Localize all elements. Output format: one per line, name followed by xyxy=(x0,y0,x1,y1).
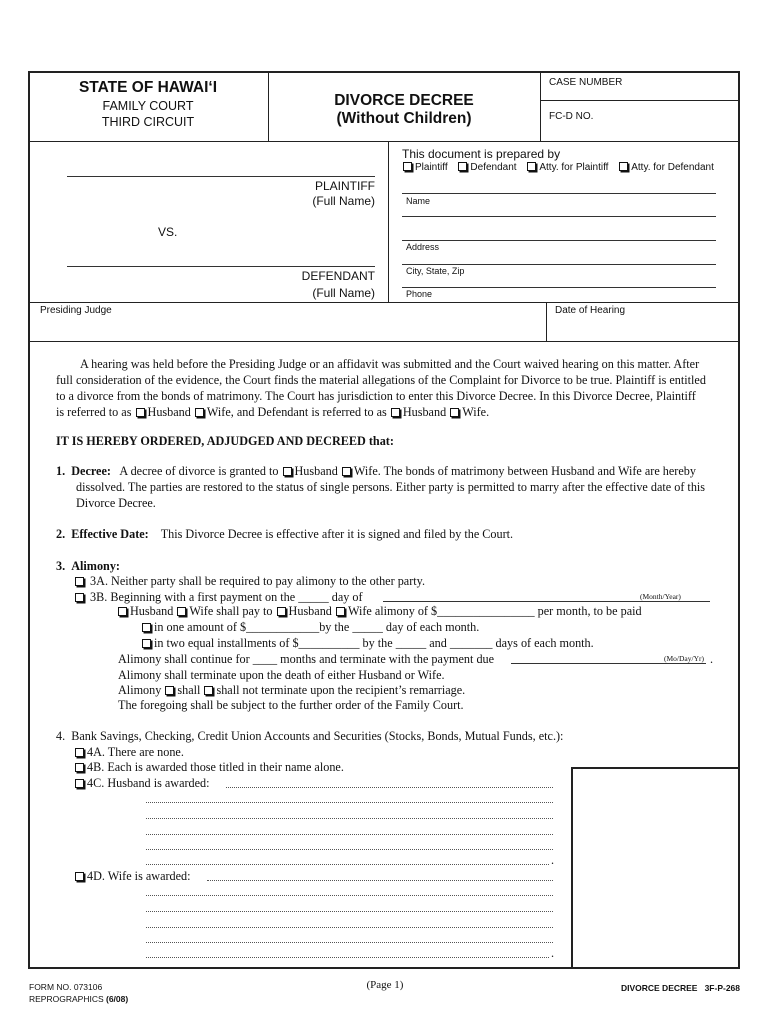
reprographics-date: (6/08) xyxy=(106,994,129,1004)
checkbox-two-installments[interactable] xyxy=(142,639,151,648)
address-label: Address xyxy=(406,242,440,252)
date-of-hearing-label: Date of Hearing xyxy=(555,305,626,316)
option-atty-plaintiff: Atty. for Plaintiff xyxy=(539,162,609,173)
bank-heading xyxy=(56,728,563,744)
bank-4a-text: 4A. There are none. xyxy=(87,745,184,759)
preparer-name-line[interactable] xyxy=(402,193,716,194)
wife-award-line-4[interactable] xyxy=(146,927,553,928)
checkbox-atty-defendant[interactable] xyxy=(619,162,628,171)
wife-award-line-5[interactable] xyxy=(146,942,553,943)
decree-text-b: Wife. The bonds of matrimony between Husband and Wife are hereby xyxy=(353,464,696,478)
bank-4b xyxy=(74,759,344,775)
defendant-label: DEFENDANT xyxy=(301,269,375,283)
signature-box xyxy=(571,767,740,969)
checkbox-4d[interactable] xyxy=(75,872,84,881)
decree-husband-label: Husband xyxy=(294,464,338,478)
intro-line-3: to a divorce from the bonds of matrimony. The Court has jurisdiction to enter this Divorce Decree. In this Divorce Decree, Plaintiff xyxy=(56,389,696,403)
page-number: (Page 1) xyxy=(366,979,404,991)
prepared-by-title: This document is prepared by xyxy=(402,147,561,161)
first-payment-month-line[interactable] xyxy=(383,601,710,602)
checkbox-payer-wife[interactable] xyxy=(177,607,186,616)
plaintiff-wife-label: Wife xyxy=(206,405,231,419)
alimony-continue: Alimony shall continue for ____ months and terminate with the payment due xyxy=(118,652,495,666)
phone-label: Phone xyxy=(406,289,433,299)
presiding-judge-label: Presiding Judge xyxy=(40,305,112,316)
husband-award-line-5[interactable] xyxy=(146,849,553,850)
checkbox-4a[interactable] xyxy=(75,748,84,757)
effective-section xyxy=(56,526,513,542)
one-amount-text: in one amount of $____________by the _____ day of each month. xyxy=(154,620,480,634)
bank-4d-text: 4D. Wife is awarded: xyxy=(87,869,191,883)
checkbox-defendant-husband[interactable] xyxy=(391,408,400,417)
alimony-3a-text: 3A. Neither party shall be required to pay alimony to the other party. xyxy=(90,574,425,588)
alimony-3b-text: 3B. Beginning with a first payment on the _____ day of xyxy=(90,590,363,604)
checkbox-3b[interactable] xyxy=(75,593,84,602)
bank-number: 4. xyxy=(56,729,66,743)
payer-wife-label: Wife shall pay to xyxy=(189,604,273,618)
defendant-husband-label: Husband xyxy=(402,405,447,419)
checkbox-payer-husband[interactable] xyxy=(118,607,127,616)
decree-line-2: dissolved. The parties are restored to the status of single persons. Either party is permitted to marry after the effective date of this xyxy=(76,480,706,494)
defendant-name-line[interactable] xyxy=(67,266,375,267)
ordered-heading: IT IS HEREBY ORDERED, ADJUDGED AND DECREED that: xyxy=(56,434,394,448)
court-name: FAMILY COURT xyxy=(102,99,194,113)
checkbox-3a[interactable] xyxy=(75,577,84,586)
effective-text: This Divorce Decree is effective after it is signed and filed by the Court. xyxy=(160,527,514,541)
husband-award-line-3[interactable] xyxy=(146,818,553,819)
preparer-phone-line[interactable] xyxy=(402,287,716,288)
divider-header-left xyxy=(268,71,269,141)
decree-label: Decree: xyxy=(71,464,111,478)
alimony-number: 3. xyxy=(56,559,66,573)
defendant-wife-label: Wife. xyxy=(462,405,490,419)
checkbox-4b[interactable] xyxy=(75,763,84,772)
wife-award-line-6[interactable] xyxy=(146,957,549,958)
defendant-sublabel: (Full Name) xyxy=(312,286,375,300)
remarriage-alimony-label: Alimony xyxy=(118,683,162,697)
bank-4c-text: 4C. Husband is awarded: xyxy=(87,776,210,790)
intro-line-2: full consideration of the evidence, the Court finds the material allegations of the Complaint for Divorce to be true. Plaintiff is entitled xyxy=(56,373,706,387)
intro-line-4 xyxy=(56,404,726,420)
alimony-foregoing: The foregoing shall be subject to the further order of the Family Court. xyxy=(118,698,464,712)
divider-judge-bottom xyxy=(28,341,740,342)
final-payment-date-line[interactable] xyxy=(511,663,706,664)
checkbox-4c[interactable] xyxy=(75,779,84,788)
city-label: City, State, Zip xyxy=(406,266,465,276)
intro-defendant-text: , and Defendant is referred to as xyxy=(230,405,387,419)
plaintiff-sublabel: (Full Name) xyxy=(312,194,375,208)
wife-award-line-1[interactable] xyxy=(207,880,553,881)
state-title: STATE OF HAWAI‘I xyxy=(78,79,218,96)
prepared-by-options xyxy=(402,162,714,173)
reprographics-text: REPROGRAPHICS xyxy=(29,994,104,1004)
fcd-number-label: FC-D NO. xyxy=(549,111,594,122)
divider-header-right xyxy=(540,71,541,141)
husband-award-line-1[interactable] xyxy=(226,787,553,788)
checkbox-decree-husband[interactable] xyxy=(283,467,292,476)
divider-parties xyxy=(388,141,389,302)
payer-husband-label: Husband xyxy=(130,604,174,618)
alimony-two-installments xyxy=(141,635,594,651)
option-defendant: Defendant xyxy=(470,162,517,173)
plaintiff-husband-label: Husband xyxy=(147,405,191,419)
decree-section xyxy=(56,463,726,511)
husband-award-period: . xyxy=(551,853,555,867)
checkbox-plaintiff[interactable] xyxy=(403,162,412,171)
plaintiff-name-line[interactable] xyxy=(67,176,375,177)
mo-day-yr-hint: (Mo/Day/Yr) xyxy=(664,654,704,663)
bank-4c xyxy=(74,775,210,791)
checkbox-plaintiff-wife[interactable] xyxy=(195,408,204,417)
remarriage-shall-label: shall xyxy=(177,683,201,697)
bank-text: Bank Savings, Checking, Credit Union Accounts and Securities (Stocks, Bonds, Mutual Funds, etc.): xyxy=(71,729,564,743)
alimony-terminate: Alimony shall terminate upon the death of either Husband or Wife. xyxy=(118,668,445,682)
decree-number: 1. xyxy=(56,464,66,478)
checkbox-defendant[interactable] xyxy=(458,162,467,171)
alimony-continue-period: . xyxy=(710,652,714,666)
checkbox-shall-not[interactable] xyxy=(204,686,213,695)
two-installments-text: in two equal installments of $__________ by the _____ and _______ days of each month. xyxy=(154,636,594,650)
document-title: DIVORCE DECREE xyxy=(334,92,474,109)
bank-4b-text: 4B. Each is awarded those titled in their name alone. xyxy=(87,760,344,774)
checkbox-payee-wife[interactable] xyxy=(336,607,345,616)
versus-label: VS. xyxy=(158,225,178,239)
husband-award-line-2[interactable] xyxy=(146,802,553,803)
checkbox-shall[interactable] xyxy=(165,686,174,695)
reprographics-label xyxy=(29,994,128,1004)
husband-award-line-4[interactable] xyxy=(146,834,553,835)
divider-judge-date xyxy=(546,302,547,341)
circuit-name: THIRD CIRCUIT xyxy=(101,115,195,129)
alimony-3a xyxy=(74,573,425,589)
month-year-hint: (Month/Year) xyxy=(640,592,681,601)
alimony-label: Alimony: xyxy=(71,559,120,573)
wife-award-period: . xyxy=(551,946,555,960)
decree-line-1 xyxy=(56,463,726,479)
divider-parties-bottom xyxy=(28,302,740,303)
checkbox-decree-wife[interactable] xyxy=(342,467,351,476)
name-label: Name xyxy=(406,196,431,206)
decree-text-a: A decree of divorce is granted to xyxy=(119,464,279,478)
checkbox-atty-plaintiff[interactable] xyxy=(527,162,536,171)
divider-case-number xyxy=(540,100,740,101)
checkbox-one-amount[interactable] xyxy=(142,623,151,632)
alimony-heading xyxy=(56,558,120,574)
alimony-one-amount xyxy=(141,619,479,635)
effective-label: Effective Date: xyxy=(71,527,149,541)
document-subtitle: (Without Children) xyxy=(336,110,472,127)
preparer-line-2[interactable] xyxy=(402,216,716,217)
bank-4d xyxy=(74,868,191,884)
preparer-address-line[interactable] xyxy=(402,240,716,241)
intro-line-1: A hearing was held before the Presiding Judge or an affidavit was submitted and the Court waived hearing on this matter. After xyxy=(80,357,700,371)
payee-husband-label: Husband xyxy=(288,604,332,618)
remarriage-shall-not-label: shall not terminate upon the recipient’s remarriage. xyxy=(216,683,466,697)
checkbox-plaintiff-husband[interactable] xyxy=(136,408,145,417)
intro-paragraph xyxy=(56,356,726,420)
case-number-label: CASE NUMBER xyxy=(549,77,623,88)
option-plaintiff: Plaintiff xyxy=(415,162,448,173)
checkbox-payee-husband[interactable] xyxy=(277,607,286,616)
bank-4a xyxy=(74,744,184,760)
plaintiff-label: PLAINTIFF xyxy=(314,179,375,193)
payee-wife-label: Wife alimony of $________________ per month, to be paid xyxy=(347,604,642,618)
divider-header-bottom xyxy=(28,141,740,142)
wife-award-line-3[interactable] xyxy=(146,911,553,912)
alimony-remarriage xyxy=(118,682,465,698)
preparer-city-line[interactable] xyxy=(402,264,716,265)
effective-number: 2. xyxy=(56,527,66,541)
option-atty-defendant: Atty. for Defendant xyxy=(631,162,714,173)
husband-award-line-6[interactable] xyxy=(146,864,549,865)
decree-line-3: Divorce Decree. xyxy=(76,496,156,510)
checkbox-defendant-wife[interactable] xyxy=(450,408,459,417)
wife-award-line-2[interactable] xyxy=(146,895,553,896)
intro-referred-text: is referred to as xyxy=(56,405,132,419)
alimony-payer-line xyxy=(117,603,642,619)
form-code: DIVORCE DECREE 3F-P-268 xyxy=(620,983,740,993)
form-number: FORM NO. 073106 xyxy=(29,982,103,992)
